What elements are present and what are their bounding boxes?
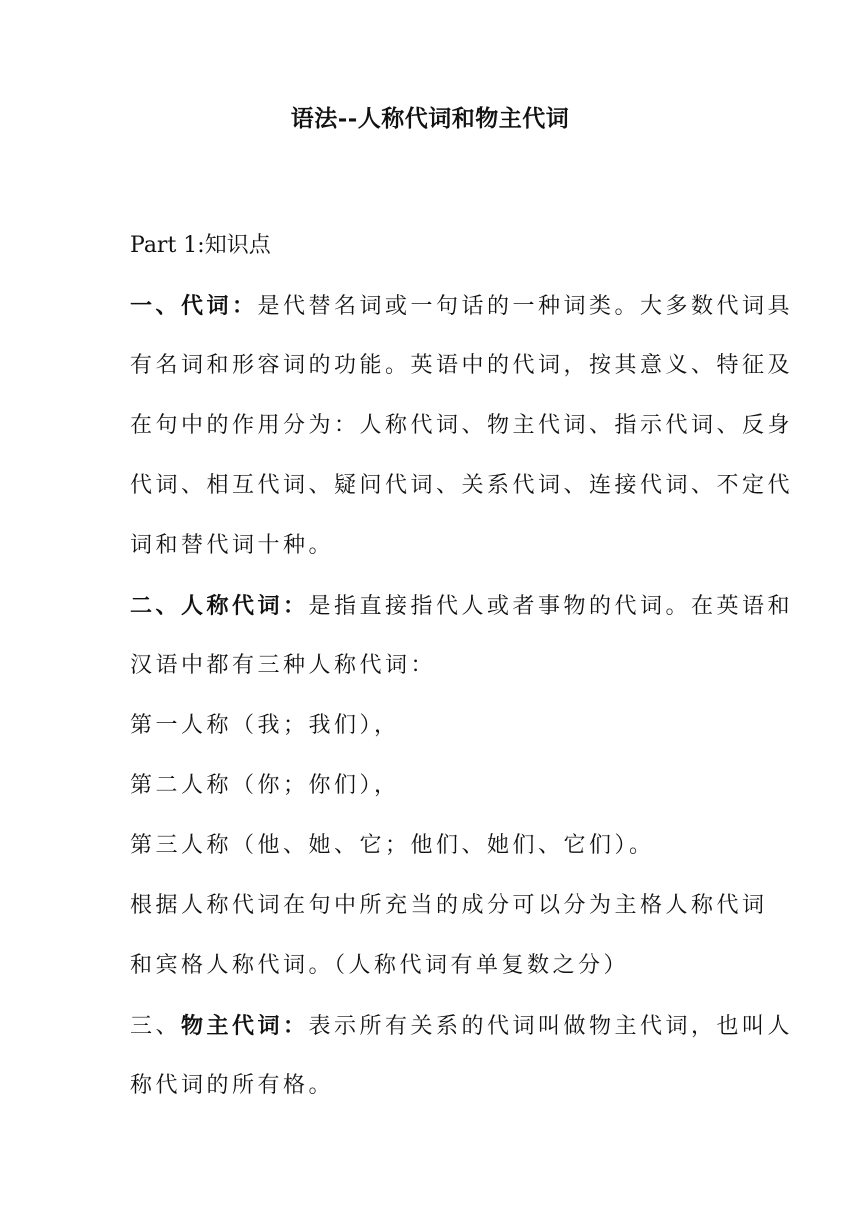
part-heading-label: 知识点 [204, 233, 271, 258]
section1-line-4: 代词、相互代词、疑问代词、关系代词、连接代词、不定代 [130, 473, 794, 498]
document-body [130, 216, 794, 1116]
section2-line-2: 汉语中都有三种人称代词： [130, 653, 437, 678]
section3-line-2: 称代词的所有格。 [130, 1073, 335, 1098]
section2-line-1 [130, 576, 794, 636]
part-heading [130, 216, 730, 276]
section1-line-2: 有名词和形容词的功能。英语中的代词，按其意义、特征及 [130, 353, 794, 378]
section1-line-1 [130, 276, 794, 336]
third-person-line: 第三人称（他、她、它；他们、她们、它们）。 [130, 833, 655, 858]
section2-extra-line-1: 根据人称代词在句中所充当的成分可以分为主格人称代词 [130, 893, 768, 918]
section1-term: 一、代词： [130, 293, 258, 319]
section2-text: 是指直接指代人或者事物的代词。在英语和 [308, 594, 794, 619]
section1-line-5: 词和替代词十种。 [130, 533, 335, 558]
part-heading-prefix: Part 1: [130, 233, 205, 258]
section3-text: 表示所有关系的代词叫做物主代词，也叫人 [308, 1014, 794, 1039]
section3-line-1 [130, 996, 794, 1056]
section1-text: 是代替名词或一句话的一种词类。大多数代词具 [257, 294, 794, 319]
section2-extra-line-2: 和宾格人称代词。（人称代词有单复数之分） [130, 953, 630, 978]
section2-term: 二、人称代词： [130, 593, 309, 619]
second-person-line: 第二人称（你；你们）， [130, 773, 400, 798]
first-person-line: 第一人称（我；我们）， [130, 713, 400, 738]
section3-term: 物主代词： [181, 1013, 309, 1039]
section1-line-3: 在句中的作用分为：人称代词、物主代词、指示代词、反身 [130, 413, 794, 438]
section3-num: 三、 [130, 1014, 182, 1039]
page-title: 语法--人称代词和物主代词 [290, 105, 570, 132]
